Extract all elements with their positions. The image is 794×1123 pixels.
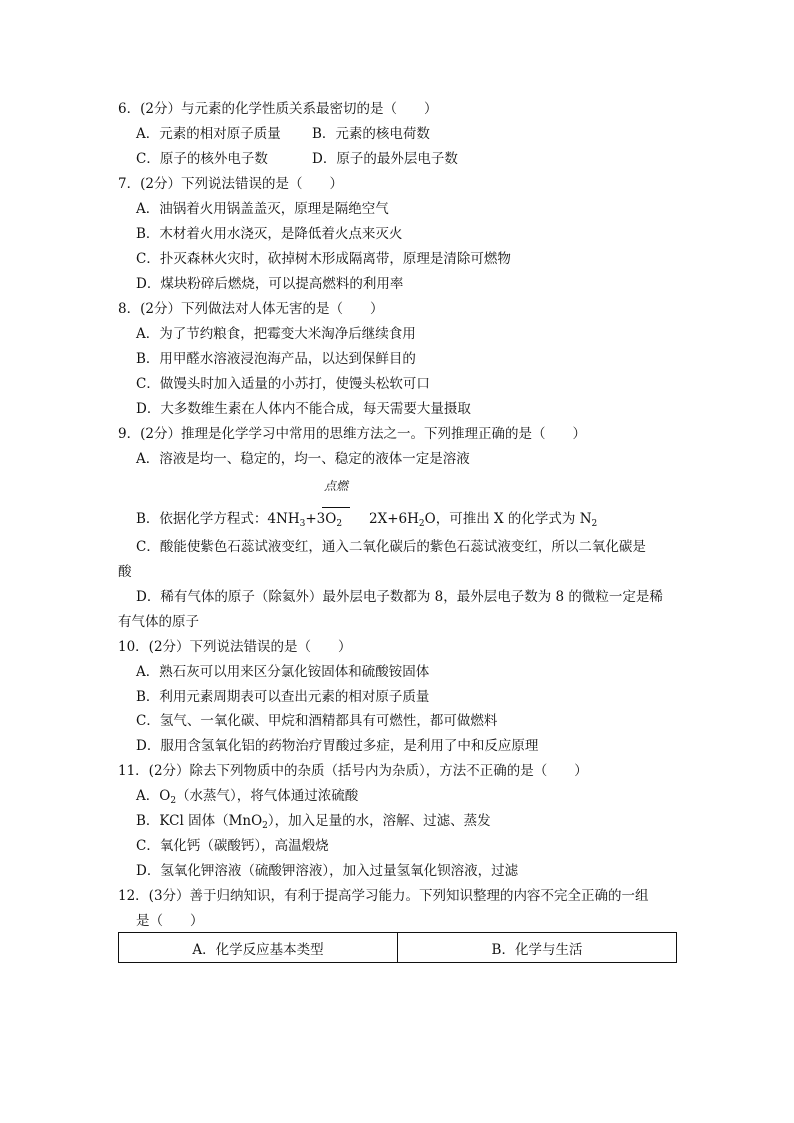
question-12-stem-line1: 12．(3分）善于归纳知识，有利于提高学习能力。下列知识整理的内容不完全正确的一组 — [118, 888, 649, 904]
question-11-option-b — [136, 811, 491, 831]
question-9-option-d-line1: D．稀有气体的原子（除氦外）最外层电子数都为 8，最外层电子数为 8 的微粒一定是稀 — [136, 589, 663, 605]
equation-gap — [342, 511, 369, 527]
subscript: 3 — [299, 519, 306, 529]
option-a-text-1: A．O — [136, 788, 171, 804]
question-6-option-b: B．元素的核电荷数 — [312, 126, 430, 142]
table-row — [119, 933, 677, 963]
question-10-option-b: B．利用元素周期表可以查出元素的相对原子质量 — [136, 689, 430, 705]
subscript: 2 — [262, 821, 268, 831]
subscript: 2 — [591, 519, 598, 529]
option-b-text-1: B．KCl 固体（MnO — [136, 813, 263, 829]
option-b-text-4: O，可推出 X 的化学式为 N — [424, 511, 592, 527]
question-12-stem-line2: 是（ ） — [136, 913, 204, 929]
question-10-option-c: C．氢气、一氧化碳、甲烷和酒精都具有可燃性，都可做燃料 — [136, 713, 498, 729]
option-b-text-2: +3O — [305, 511, 337, 527]
subscript: 2 — [336, 519, 343, 529]
question-8-option-b: B．用甲醛水溶液浸泡海产品，以达到保鲜目的 — [136, 351, 416, 367]
option-a-text-2: （水蒸气），将气体通过浓硫酸 — [176, 788, 359, 804]
option-b-text-2: ），加入足量的水，溶解、过滤、蒸发 — [267, 813, 491, 829]
reaction-condition-label: 点燃 — [324, 479, 349, 493]
question-6-option-d: D．原子的最外层电子数 — [312, 151, 458, 167]
question-7-stem: 7．(2分）下列说法错误的是（ ） — [118, 176, 343, 192]
option-b-text-1: B．依据化学方程式：4NH — [136, 511, 300, 527]
option-b-text-3: 2X+6H — [369, 511, 419, 527]
reaction-condition-bar — [322, 507, 350, 508]
question-6-option-a: A．元素的相对原子质量 — [136, 126, 281, 142]
question-9-option-c-line1: C．酸能使紫色石蕊试液变红，通入二氧化碳后的紫色石蕊试液变红，所以二氧化碳是 — [136, 539, 646, 555]
question-11-option-c: C．氧化钙（碳酸钙），高温煅烧 — [136, 838, 329, 854]
question-9-option-d-line2: 有气体的原子 — [118, 614, 199, 630]
question-11-option-d: D．氢氧化钾溶液（硫酸钾溶液），加入过量氢氧化钡溶液，过滤 — [136, 863, 519, 879]
question-8-option-c: C．做馒头时加入适量的小苏打，使馒头松软可口 — [136, 376, 430, 392]
question-7-option-b: B．木材着火用水浇灭，是降低着火点来灭火 — [136, 226, 403, 242]
question-11-option-a — [136, 786, 358, 806]
question-10-option-a: A．熟石灰可以用来区分氯化铵固体和硫酸铵固体 — [136, 664, 430, 680]
knowledge-table — [118, 932, 677, 963]
question-8-option-a: A．为了节约粮食，把霉变大米淘净后继续食用 — [136, 326, 416, 342]
question-8-option-d: D．大多数维生素在人体内不能合成，每天需要大量摄取 — [136, 401, 471, 417]
question-9-option-c-line2: 酸 — [118, 564, 132, 580]
question-10-option-d: D．服用含氢氧化铝的药物治疗胃酸过多症，是利用了中和反应原理 — [136, 738, 539, 754]
question-8-stem: 8．(2分）下列做法对人体无害的是（ ） — [118, 301, 384, 317]
question-9-stem: 9．(2分）推理是化学学习中常用的思维方法之一。下列推理正确的是（ ） — [118, 426, 586, 442]
question-6-stem: 6．(2分）与元素的化学性质关系最密切的是（ ） — [118, 101, 438, 117]
subscript: 2 — [418, 519, 425, 529]
subscript: 2 — [170, 796, 177, 806]
question-7-option-d: D．煤块粉碎后燃烧，可以提高燃料的利用率 — [136, 276, 404, 292]
question-7-option-c: C．扑灭森林火灾时，砍掉树木形成隔离带，原理是清除可燃物 — [136, 251, 511, 267]
question-9-option-b — [136, 509, 597, 529]
question-9-option-a: A．溶液是均一、稳定的，均一、稳定的液体一定是溶液 — [136, 451, 470, 467]
table-header-a: A．化学反应基本类型 — [119, 933, 398, 963]
question-7-option-a: A．油锅着火用锅盖盖灭，原理是隔绝空气 — [136, 201, 389, 217]
question-10-stem: 10．(2分）下列说法错误的是（ ） — [118, 639, 352, 655]
table-header-b: B．化学与生活 — [398, 933, 677, 963]
question-6-option-c: C．原子的核外电子数 — [136, 151, 268, 167]
question-11-stem: 11．(2分）除去下列物质中的杂质（括号内为杂质），方法不正确的是（ ） — [118, 763, 588, 779]
